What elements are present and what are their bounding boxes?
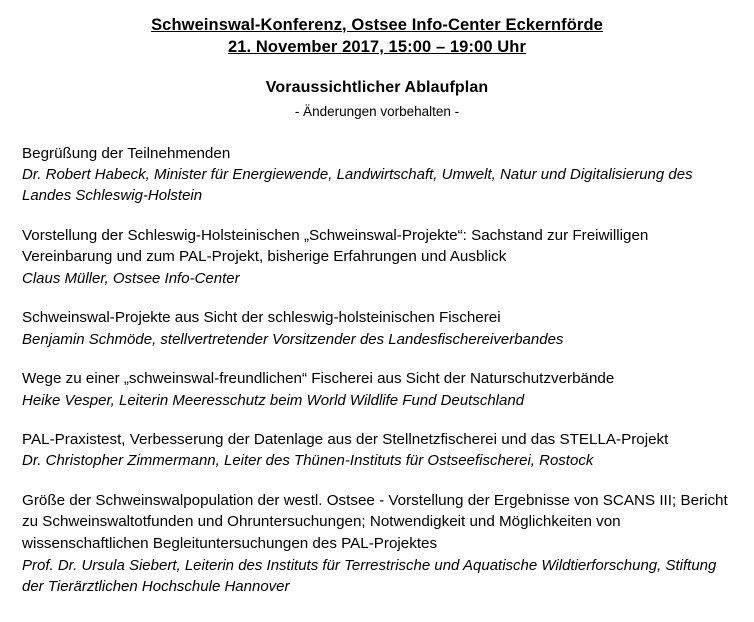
agenda-item — [22, 368, 732, 411]
agenda-item — [22, 143, 732, 207]
conference-title-line-1: Schweinswal-Konferenz, Ostsee Info-Center Eckernförde — [151, 16, 603, 34]
agenda-item — [22, 225, 732, 289]
agenda-item-title: Vorstellung der Schleswig-Holsteinischen „Schweinswal-Projekte“: Sachstand zur Freiwilligen Vereinbarung und zum PAL-Projekt, bisherige Erfahrungen und Ausblick — [22, 226, 649, 266]
agenda-item-title: Begrüßung der Teilnehmenden — [22, 144, 231, 162]
agenda-item-speaker: Heike Vesper, Leiterin Meeresschutz beim World Wildlife Fund Deutschland — [22, 391, 525, 409]
agenda-item-speaker: Dr. Christopher Zimmermann, Leiter des Thünen-Instituts für Ostseefischerei, Rostock — [22, 452, 594, 470]
agenda-item — [22, 307, 732, 350]
agenda-item-speaker: Prof. Dr. Ursula Siebert, Leiterin des Instituts für Terrestrische und Aquatische Wildtierforschung, Stiftung der Tierärztlichen Hochschule Hannover — [22, 556, 717, 595]
document-header — [22, 14, 732, 59]
agenda-item-speaker: Claus Müller, Ostsee Info-Center — [22, 269, 240, 287]
agenda-item-title: Schweinswal-Projekte aus Sicht der schleswig-holsteinischen Fischerei — [22, 309, 501, 327]
agenda-item-title: Größe der Schweinswalpopulation der westl. Ostsee - Vorstellung der Ergebnisse von SCANS III; Bericht zu Schweinswaltotfunden und Ohruntersuchungen; Notwendigkeit und Möglichkeiten von wissenschaftlichen Begleituntersuchungen des PAL-Projektes — [22, 491, 728, 552]
agenda-subtitle: Voraussichtlicher Ablaufplan — [265, 78, 489, 96]
agenda-item-speaker: Dr. Robert Habeck, Minister für Energiewende, Landwirtschaft, Umwelt, Natur und Digitalisierung des Landes Schleswig-Holstein — [22, 166, 693, 205]
conference-title-line-2: 21. November 2017, 15:00 – 19:00 Uhr — [227, 38, 527, 57]
agenda-list — [22, 143, 732, 598]
agenda-item-speaker: Benjamin Schmöde, stellvertretender Vorsitzender des Landesfischereiverbandes — [22, 330, 564, 348]
agenda-item-title: PAL-Praxistest, Verbesserung der Datenlage aus der Stellnetzfischerei und das STELLA-Projekt — [22, 430, 669, 448]
changes-reserved-note: - Änderungen vorbehalten - — [294, 103, 460, 119]
agenda-item-title: Wege zu einer „schweinswal-freundlichen“ Fischerei aus Sicht der Naturschutzverbände — [22, 370, 615, 388]
agenda-item — [22, 490, 732, 597]
agenda-item — [22, 429, 732, 472]
